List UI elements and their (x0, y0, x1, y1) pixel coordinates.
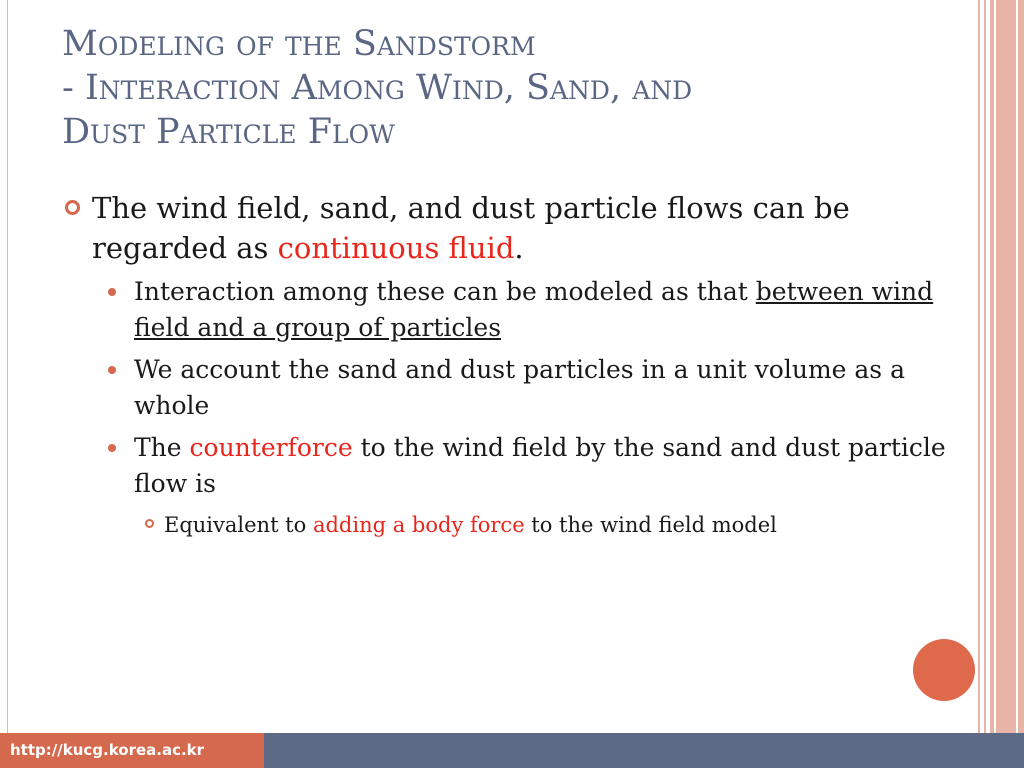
ring-bullet-icon (65, 200, 80, 215)
bullet-level-3 (164, 510, 960, 540)
title-line-2: - Interaction Among Wind, Sand, and (62, 68, 693, 108)
subsub1-text-end: to the wind field model (524, 513, 777, 537)
decorative-stripe (996, 0, 1016, 733)
subsub1-text: Equivalent to (164, 513, 313, 537)
dot-bullet-icon (108, 288, 116, 296)
sub2-text: We account the sand and dust particles in a unit volume as a whole (134, 355, 905, 420)
decorative-circle (913, 639, 975, 701)
decorative-stripe (1018, 0, 1024, 733)
sub3-text-end: to the wind field by the sand and dust particle flow is (134, 433, 946, 498)
decorative-stripe (990, 0, 994, 733)
sub3-text: The (134, 433, 190, 462)
bullet1-text: The wind field, sand, and dust particle flows can be regarded as (92, 191, 850, 265)
sub1-text: Interaction among these can be modeled as that (134, 277, 756, 306)
slide-body (60, 188, 960, 540)
subsub1-highlight: adding a body force (312, 513, 525, 537)
bullet1-text-end: . (514, 231, 524, 265)
bullet1-highlight: continuous fluid (277, 231, 515, 265)
dot-bullet-icon (108, 444, 116, 452)
small-ring-bullet-icon (145, 519, 154, 528)
left-border-line (7, 0, 8, 733)
bullet-level-1 (60, 188, 960, 268)
title-line-3: Dust Particle Flow (62, 112, 395, 152)
sub3-highlight: counterforce (189, 433, 353, 462)
slide-title (62, 22, 962, 154)
decorative-stripe (984, 0, 986, 733)
bullet-level-2 (134, 352, 960, 424)
title-line-1: Modeling of the Sandstorm (62, 24, 536, 64)
decorative-stripe (978, 0, 980, 733)
bullet-level-2 (134, 430, 960, 502)
sub1-underlined: between wind field and a group of particles (134, 277, 934, 342)
dot-bullet-icon (108, 366, 116, 374)
footer-bar (264, 733, 1024, 768)
footer-url-link[interactable]: http://kucg.korea.ac.kr (0, 733, 264, 768)
bullet-level-2 (134, 274, 960, 346)
